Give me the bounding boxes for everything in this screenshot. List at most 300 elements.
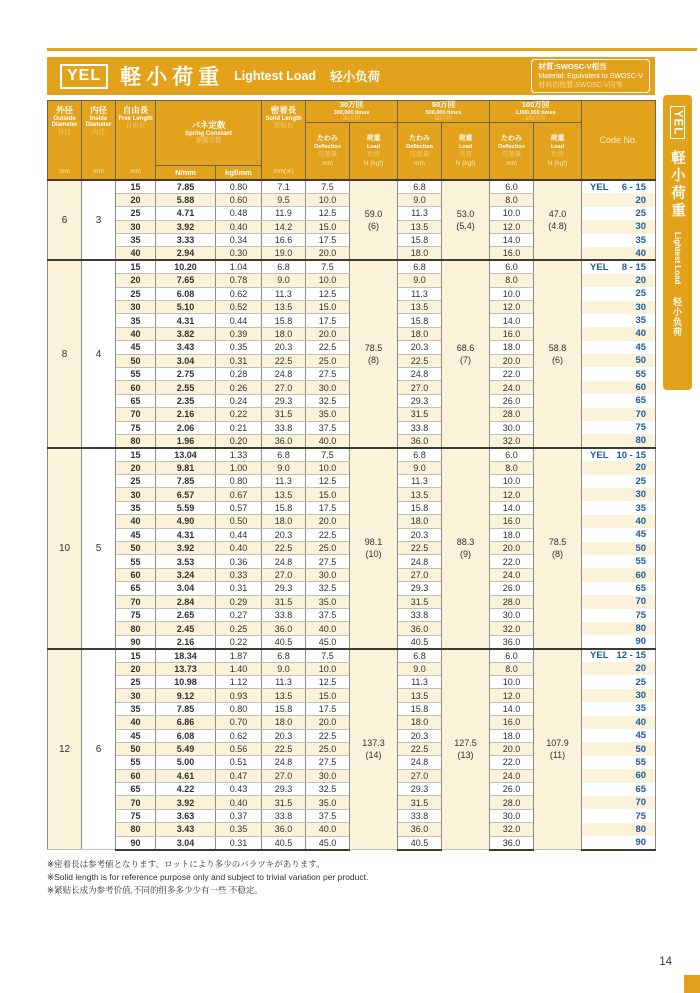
spring-constant-kgf-cell: 0.60 bbox=[216, 193, 262, 206]
material-info-box bbox=[531, 59, 650, 93]
spring-constant-n-cell: 1.96 bbox=[156, 434, 216, 447]
code-cell: 30 bbox=[582, 488, 656, 501]
free-length-cell: 15 bbox=[116, 180, 156, 193]
spring-constant-kgf-cell: 0.35 bbox=[216, 823, 262, 836]
deflection-500k-cell: 15.8 bbox=[398, 702, 442, 715]
code-cell: 35 bbox=[582, 234, 656, 247]
code-cell: 55 bbox=[582, 367, 656, 380]
code-cell: 35 bbox=[582, 501, 656, 514]
load-500k-cell: 88.3 (9) bbox=[442, 448, 490, 649]
spring-constant-kgf-cell: 0.52 bbox=[216, 301, 262, 314]
deflection-1m-cell: 36.0 bbox=[490, 635, 534, 648]
deflection-500k-cell: 24.8 bbox=[398, 756, 442, 769]
col-header-code-no: Code No. bbox=[582, 101, 656, 181]
free-length-cell: 35 bbox=[116, 702, 156, 715]
code-cell: 45 bbox=[582, 528, 656, 541]
code-cell: 60 bbox=[582, 381, 656, 394]
deflection-300k-cell: 15.0 bbox=[306, 301, 350, 314]
deflection-300k-cell: 35.0 bbox=[306, 595, 350, 608]
deflection-300k-cell: 45.0 bbox=[306, 635, 350, 648]
spring-constant-n-cell: 7.85 bbox=[156, 702, 216, 715]
free-length-cell: 20 bbox=[116, 274, 156, 287]
spring-constant-n-cell: 3.24 bbox=[156, 568, 216, 581]
page-number: 14 bbox=[659, 956, 672, 968]
deflection-300k-cell: 35.0 bbox=[306, 796, 350, 809]
deflection-300k-cell: 30.0 bbox=[306, 568, 350, 581]
spring-constant-kgf-cell: 0.29 bbox=[216, 595, 262, 608]
spring-constant-n-cell: 6.57 bbox=[156, 488, 216, 501]
code-cell: 65 bbox=[582, 582, 656, 595]
solid-length-cell: 33.8 bbox=[262, 809, 306, 822]
solid-length-cell: 19.0 bbox=[262, 247, 306, 260]
side-tab-badge: YEL bbox=[670, 106, 685, 139]
solid-length-cell: 18.0 bbox=[262, 716, 306, 729]
spring-constant-n-cell: 18.34 bbox=[156, 649, 216, 662]
deflection-1m-cell: 32.0 bbox=[490, 434, 534, 447]
deflection-500k-cell: 15.8 bbox=[398, 501, 442, 514]
code-cell: 65 bbox=[582, 394, 656, 407]
solid-length-cell: 11.9 bbox=[262, 207, 306, 220]
deflection-300k-cell: 37.5 bbox=[306, 421, 350, 434]
spring-constant-n-cell: 2.16 bbox=[156, 635, 216, 648]
code-cell: 90 bbox=[582, 635, 656, 648]
col-header-cycles-1: 50万回 500,000 times 50万回 bbox=[398, 101, 490, 123]
deflection-1m-cell: 18.0 bbox=[490, 528, 534, 541]
deflection-1m-cell: 10.0 bbox=[490, 675, 534, 688]
solid-length-cell: 9.5 bbox=[262, 193, 306, 206]
deflection-1m-cell: 20.0 bbox=[490, 542, 534, 555]
deflection-1m-cell: 12.0 bbox=[490, 488, 534, 501]
solid-length-cell: 6.8 bbox=[262, 448, 306, 461]
table-row bbox=[48, 260, 656, 273]
code-cell: 40 bbox=[582, 716, 656, 729]
solid-length-cell: 24.8 bbox=[262, 555, 306, 568]
deflection-500k-cell: 20.3 bbox=[398, 528, 442, 541]
deflection-300k-cell: 25.0 bbox=[306, 542, 350, 555]
free-length-cell: 25 bbox=[116, 287, 156, 300]
spring-constant-n-cell: 9.12 bbox=[156, 689, 216, 702]
free-length-cell: 30 bbox=[116, 488, 156, 501]
deflection-300k-cell: 37.5 bbox=[306, 609, 350, 622]
spring-constant-n-cell: 3.63 bbox=[156, 809, 216, 822]
free-length-cell: 15 bbox=[116, 260, 156, 273]
table-row bbox=[48, 180, 656, 193]
od-cell: 8 bbox=[48, 260, 82, 447]
spring-constant-kgf-cell: 0.44 bbox=[216, 528, 262, 541]
spring-constant-kgf-cell: 0.57 bbox=[216, 501, 262, 514]
spring-constant-n-cell: 6.86 bbox=[156, 716, 216, 729]
code-cell: 40 bbox=[582, 327, 656, 340]
col-header-outside-diameter: 外径 Outside Diameter 外径 mm bbox=[48, 101, 82, 181]
deflection-300k-cell: 10.0 bbox=[306, 193, 350, 206]
free-length-cell: 90 bbox=[116, 635, 156, 648]
deflection-500k-cell: 6.8 bbox=[398, 180, 442, 193]
free-length-cell: 75 bbox=[116, 421, 156, 434]
title-band bbox=[47, 57, 655, 95]
free-length-cell: 75 bbox=[116, 609, 156, 622]
spring-constant-kgf-cell: 0.40 bbox=[216, 542, 262, 555]
deflection-300k-cell: 17.5 bbox=[306, 702, 350, 715]
solid-length-cell: 18.0 bbox=[262, 327, 306, 340]
id-cell: 4 bbox=[82, 260, 116, 447]
side-index-tab bbox=[663, 95, 692, 390]
solid-length-cell: 6.8 bbox=[262, 649, 306, 662]
spring-constant-kgf-cell: 0.20 bbox=[216, 434, 262, 447]
code-cell: 60 bbox=[582, 769, 656, 782]
deflection-300k-cell: 7.5 bbox=[306, 260, 350, 273]
solid-length-cell: 20.3 bbox=[262, 341, 306, 354]
deflection-300k-cell: 12.5 bbox=[306, 207, 350, 220]
free-length-cell: 40 bbox=[116, 247, 156, 260]
deflection-300k-cell: 40.0 bbox=[306, 434, 350, 447]
spring-constant-n-cell: 3.92 bbox=[156, 220, 216, 233]
spring-constant-kgf-cell: 0.62 bbox=[216, 287, 262, 300]
spring-constant-kgf-cell: 0.70 bbox=[216, 716, 262, 729]
free-length-cell: 80 bbox=[116, 434, 156, 447]
spring-constant-kgf-cell: 0.22 bbox=[216, 635, 262, 648]
deflection-300k-cell: 32.5 bbox=[306, 394, 350, 407]
free-length-cell: 20 bbox=[116, 193, 156, 206]
spring-constant-n-cell: 2.06 bbox=[156, 421, 216, 434]
code-cell: 80 bbox=[582, 622, 656, 635]
spring-constant-kgf-cell: 0.31 bbox=[216, 836, 262, 849]
deflection-300k-cell: 22.5 bbox=[306, 341, 350, 354]
deflection-500k-cell: 27.0 bbox=[398, 381, 442, 394]
deflection-1m-cell: 36.0 bbox=[490, 836, 534, 849]
spring-constant-n-cell: 2.45 bbox=[156, 622, 216, 635]
deflection-500k-cell: 33.8 bbox=[398, 809, 442, 822]
deflection-1m-cell: 18.0 bbox=[490, 729, 534, 742]
spring-constant-n-cell: 3.92 bbox=[156, 796, 216, 809]
spring-constant-n-cell: 2.84 bbox=[156, 595, 216, 608]
deflection-1m-cell: 16.0 bbox=[490, 247, 534, 260]
spring-constant-n-cell: 6.08 bbox=[156, 729, 216, 742]
solid-length-cell: 15.8 bbox=[262, 501, 306, 514]
free-length-cell: 45 bbox=[116, 341, 156, 354]
deflection-500k-cell: 20.3 bbox=[398, 729, 442, 742]
free-length-cell: 50 bbox=[116, 542, 156, 555]
deflection-300k-cell: 25.0 bbox=[306, 354, 350, 367]
page-title: 軽小荷重 bbox=[120, 66, 225, 89]
code-cell: 20 bbox=[582, 461, 656, 474]
spring-constant-kgf-cell: 0.62 bbox=[216, 729, 262, 742]
deflection-300k-cell: 27.5 bbox=[306, 555, 350, 568]
free-length-cell: 40 bbox=[116, 716, 156, 729]
free-length-cell: 25 bbox=[116, 675, 156, 688]
free-length-cell: 60 bbox=[116, 769, 156, 782]
deflection-300k-cell: 17.5 bbox=[306, 234, 350, 247]
deflection-300k-cell: 40.0 bbox=[306, 823, 350, 836]
solid-length-cell: 20.3 bbox=[262, 729, 306, 742]
deflection-1m-cell: 24.0 bbox=[490, 769, 534, 782]
solid-length-cell: 15.8 bbox=[262, 314, 306, 327]
deflection-1m-cell: 26.0 bbox=[490, 394, 534, 407]
deflection-300k-cell: 20.0 bbox=[306, 327, 350, 340]
spring-constant-kgf-cell: 0.37 bbox=[216, 809, 262, 822]
spring-constant-kgf-cell: 1.04 bbox=[216, 260, 262, 273]
deflection-500k-cell: 29.3 bbox=[398, 783, 442, 796]
deflection-1m-cell: 16.0 bbox=[490, 515, 534, 528]
free-length-cell: 70 bbox=[116, 796, 156, 809]
spring-constant-n-cell: 7.85 bbox=[156, 180, 216, 193]
od-cell: 6 bbox=[48, 180, 82, 260]
load-1m-cell: 78.5 (8) bbox=[534, 448, 582, 649]
deflection-1m-cell: 6.0 bbox=[490, 260, 534, 273]
solid-length-cell: 18.0 bbox=[262, 515, 306, 528]
spring-constant-n-cell: 3.92 bbox=[156, 542, 216, 555]
solid-length-cell: 11.3 bbox=[262, 287, 306, 300]
spring-constant-n-cell: 7.85 bbox=[156, 475, 216, 488]
solid-length-cell: 36.0 bbox=[262, 823, 306, 836]
free-length-cell: 15 bbox=[116, 649, 156, 662]
load-500k-cell: 53.0 (5.4) bbox=[442, 180, 490, 260]
deflection-1m-cell: 28.0 bbox=[490, 595, 534, 608]
solid-length-cell: 7.1 bbox=[262, 180, 306, 193]
material-line-jp: 材質:SWOSC-V相当 bbox=[538, 62, 607, 72]
spring-constant-kgf-cell: 0.26 bbox=[216, 381, 262, 394]
spring-constant-n-cell: 13.73 bbox=[156, 662, 216, 675]
deflection-500k-cell: 33.8 bbox=[398, 421, 442, 434]
deflection-300k-cell: 12.5 bbox=[306, 287, 350, 300]
spring-constant-kgf-cell: 0.21 bbox=[216, 421, 262, 434]
spring-constant-n-cell: 2.16 bbox=[156, 408, 216, 421]
solid-length-cell: 40.5 bbox=[262, 836, 306, 849]
deflection-300k-cell: 12.5 bbox=[306, 675, 350, 688]
code-cell: 25 bbox=[582, 475, 656, 488]
spring-constant-kgf-cell: 0.47 bbox=[216, 769, 262, 782]
deflection-500k-cell: 6.8 bbox=[398, 649, 442, 662]
spring-constant-kgf-cell: 0.44 bbox=[216, 314, 262, 327]
deflection-300k-cell: 20.0 bbox=[306, 515, 350, 528]
material-line-en: Material: Equivalent to SWOSC-V bbox=[538, 72, 643, 80]
deflection-1m-cell: 8.0 bbox=[490, 193, 534, 206]
deflection-500k-cell: 29.3 bbox=[398, 582, 442, 595]
deflection-1m-cell: 24.0 bbox=[490, 568, 534, 581]
spring-constant-n-cell: 3.43 bbox=[156, 341, 216, 354]
deflection-1m-cell: 20.0 bbox=[490, 354, 534, 367]
deflection-1m-cell: 16.0 bbox=[490, 716, 534, 729]
deflection-500k-cell: 15.8 bbox=[398, 234, 442, 247]
deflection-1m-cell: 30.0 bbox=[490, 421, 534, 434]
deflection-300k-cell: 17.5 bbox=[306, 314, 350, 327]
deflection-500k-cell: 40.5 bbox=[398, 635, 442, 648]
spring-constant-n-cell: 10.20 bbox=[156, 260, 216, 273]
spring-constant-n-cell: 3.53 bbox=[156, 555, 216, 568]
deflection-300k-cell: 15.0 bbox=[306, 220, 350, 233]
solid-length-cell: 6.8 bbox=[262, 260, 306, 273]
deflection-500k-cell: 36.0 bbox=[398, 434, 442, 447]
solid-length-cell: 29.3 bbox=[262, 783, 306, 796]
deflection-500k-cell: 31.5 bbox=[398, 796, 442, 809]
deflection-500k-cell: 15.8 bbox=[398, 314, 442, 327]
deflection-500k-cell: 33.8 bbox=[398, 609, 442, 622]
deflection-500k-cell: 13.5 bbox=[398, 488, 442, 501]
deflection-1m-cell: 26.0 bbox=[490, 582, 534, 595]
spring-constant-n-cell: 3.04 bbox=[156, 836, 216, 849]
code-cell: 45 bbox=[582, 729, 656, 742]
deflection-500k-cell: 11.3 bbox=[398, 207, 442, 220]
spring-constant-kgf-cell: 0.40 bbox=[216, 796, 262, 809]
solid-length-cell: 9.0 bbox=[262, 461, 306, 474]
col-header-deflection-0: たわみ Deflection 压缩量 mm bbox=[306, 122, 350, 180]
page-title-cn: 轻小负荷 bbox=[330, 70, 381, 84]
side-tab-title-jp: 軽小荷重 bbox=[669, 150, 685, 221]
load-500k-cell: 68.6 (7) bbox=[442, 260, 490, 447]
deflection-300k-cell: 27.5 bbox=[306, 367, 350, 380]
spring-constant-n-cell: 7.65 bbox=[156, 274, 216, 287]
free-length-cell: 35 bbox=[116, 314, 156, 327]
deflection-1m-cell: 28.0 bbox=[490, 796, 534, 809]
table-row bbox=[48, 649, 656, 662]
free-length-cell: 60 bbox=[116, 381, 156, 394]
code-cell: 90 bbox=[582, 836, 656, 849]
table-body bbox=[48, 180, 656, 850]
deflection-500k-cell: 18.0 bbox=[398, 247, 442, 260]
spring-constant-kgf-cell: 0.31 bbox=[216, 354, 262, 367]
deflection-500k-cell: 6.8 bbox=[398, 448, 442, 461]
free-length-cell: 30 bbox=[116, 220, 156, 233]
deflection-1m-cell: 12.0 bbox=[490, 301, 534, 314]
spring-constant-kgf-cell: 0.28 bbox=[216, 367, 262, 380]
deflection-500k-cell: 36.0 bbox=[398, 622, 442, 635]
deflection-1m-cell: 22.0 bbox=[490, 756, 534, 769]
deflection-500k-cell: 27.0 bbox=[398, 769, 442, 782]
spring-constant-kgf-cell: 0.50 bbox=[216, 515, 262, 528]
deflection-1m-cell: 14.0 bbox=[490, 234, 534, 247]
deflection-300k-cell: 17.5 bbox=[306, 501, 350, 514]
solid-length-cell: 33.8 bbox=[262, 609, 306, 622]
code-cell: 30 bbox=[582, 301, 656, 314]
col-header-load-1: 荷重 Load 负荷 N (kgf) bbox=[442, 122, 490, 180]
spring-constant-kgf-cell: 0.80 bbox=[216, 180, 262, 193]
solid-length-cell: 22.5 bbox=[262, 354, 306, 367]
free-length-cell: 65 bbox=[116, 394, 156, 407]
code-cell: 20 bbox=[582, 274, 656, 287]
solid-length-cell: 11.3 bbox=[262, 475, 306, 488]
footnote-en: ※Solid length is for reference purpose only and subject to trivial variation per product. bbox=[47, 872, 369, 883]
table-row bbox=[48, 448, 656, 461]
free-length-cell: 40 bbox=[116, 515, 156, 528]
deflection-500k-cell: 18.0 bbox=[398, 716, 442, 729]
spring-spec-table-wrap bbox=[47, 100, 655, 851]
footnote-jp: ※密着長は参考値となります。ロットにより多少のバラツキがあります。 bbox=[47, 859, 325, 869]
solid-length-cell: 27.0 bbox=[262, 381, 306, 394]
code-cell: YEL 10 - 15 bbox=[582, 448, 656, 461]
free-length-cell: 15 bbox=[116, 448, 156, 461]
spring-constant-n-cell: 9.81 bbox=[156, 461, 216, 474]
solid-length-cell: 27.0 bbox=[262, 769, 306, 782]
free-length-cell: 70 bbox=[116, 408, 156, 421]
load-1m-cell: 47.0 (4.8) bbox=[534, 180, 582, 260]
top-accent-rule bbox=[47, 48, 697, 51]
load-300k-cell: 98.1 (10) bbox=[350, 448, 398, 649]
code-cell: 60 bbox=[582, 568, 656, 581]
deflection-500k-cell: 29.3 bbox=[398, 394, 442, 407]
deflection-300k-cell: 10.0 bbox=[306, 461, 350, 474]
deflection-500k-cell: 9.0 bbox=[398, 274, 442, 287]
deflection-300k-cell: 22.5 bbox=[306, 528, 350, 541]
deflection-500k-cell: 18.0 bbox=[398, 327, 442, 340]
deflection-500k-cell: 22.5 bbox=[398, 542, 442, 555]
spring-constant-kgf-cell: 0.67 bbox=[216, 488, 262, 501]
solid-length-cell: 13.5 bbox=[262, 488, 306, 501]
solid-length-cell: 13.5 bbox=[262, 689, 306, 702]
spring-constant-kgf-cell: 0.33 bbox=[216, 568, 262, 581]
solid-length-cell: 22.5 bbox=[262, 742, 306, 755]
deflection-300k-cell: 15.0 bbox=[306, 488, 350, 501]
deflection-300k-cell: 40.0 bbox=[306, 622, 350, 635]
solid-length-cell: 29.3 bbox=[262, 582, 306, 595]
code-cell: 70 bbox=[582, 408, 656, 421]
code-cell: 45 bbox=[582, 341, 656, 354]
deflection-300k-cell: 30.0 bbox=[306, 381, 350, 394]
spring-constant-kgf-cell: 0.40 bbox=[216, 220, 262, 233]
spring-constant-n-cell: 2.35 bbox=[156, 394, 216, 407]
table-header bbox=[48, 101, 656, 181]
solid-length-cell: 16.6 bbox=[262, 234, 306, 247]
spring-constant-n-cell: 5.59 bbox=[156, 501, 216, 514]
spring-constant-n-cell: 4.31 bbox=[156, 314, 216, 327]
code-cell: 70 bbox=[582, 595, 656, 608]
free-length-cell: 45 bbox=[116, 729, 156, 742]
spring-constant-n-cell: 5.00 bbox=[156, 756, 216, 769]
deflection-500k-cell: 11.3 bbox=[398, 675, 442, 688]
load-500k-cell: 127.5 (13) bbox=[442, 649, 490, 850]
spring-constant-n-cell: 4.22 bbox=[156, 783, 216, 796]
spring-constant-kgf-cell: 0.36 bbox=[216, 555, 262, 568]
spring-spec-table bbox=[47, 100, 656, 851]
deflection-500k-cell: 36.0 bbox=[398, 823, 442, 836]
load-1m-cell: 107.9 (11) bbox=[534, 649, 582, 850]
solid-length-cell: 14.2 bbox=[262, 220, 306, 233]
deflection-500k-cell: 11.3 bbox=[398, 287, 442, 300]
load-300k-cell: 59.0 (6) bbox=[350, 180, 398, 260]
free-length-cell: 25 bbox=[116, 475, 156, 488]
deflection-1m-cell: 20.0 bbox=[490, 742, 534, 755]
side-tab-title-en: Lightest Load bbox=[673, 232, 682, 285]
code-cell: 40 bbox=[582, 247, 656, 260]
deflection-500k-cell: 6.8 bbox=[398, 260, 442, 273]
spring-constant-kgf-cell: 0.27 bbox=[216, 609, 262, 622]
spring-constant-n-cell: 13.04 bbox=[156, 448, 216, 461]
deflection-1m-cell: 30.0 bbox=[490, 609, 534, 622]
col-header-cycles-0: 30万回 300,000 times 30万回 bbox=[306, 101, 398, 123]
deflection-1m-cell: 32.0 bbox=[490, 622, 534, 635]
deflection-300k-cell: 32.5 bbox=[306, 582, 350, 595]
deflection-1m-cell: 6.0 bbox=[490, 649, 534, 662]
od-cell: 10 bbox=[48, 448, 82, 649]
deflection-1m-cell: 26.0 bbox=[490, 783, 534, 796]
code-cell: 65 bbox=[582, 783, 656, 796]
spring-constant-kgf-cell: 0.31 bbox=[216, 582, 262, 595]
material-line-cn: 材料的性質:SWOSC-V同等 bbox=[538, 81, 623, 89]
deflection-1m-cell: 32.0 bbox=[490, 823, 534, 836]
spring-constant-n-cell: 4.61 bbox=[156, 769, 216, 782]
spring-constant-kgf-cell: 1.33 bbox=[216, 448, 262, 461]
deflection-500k-cell: 13.5 bbox=[398, 689, 442, 702]
deflection-500k-cell: 9.0 bbox=[398, 193, 442, 206]
spring-constant-n-cell: 3.43 bbox=[156, 823, 216, 836]
deflection-500k-cell: 9.0 bbox=[398, 662, 442, 675]
spring-constant-n-cell: 3.33 bbox=[156, 234, 216, 247]
deflection-500k-cell: 40.5 bbox=[398, 836, 442, 849]
spring-constant-kgf-cell: 0.78 bbox=[216, 274, 262, 287]
deflection-1m-cell: 10.0 bbox=[490, 207, 534, 220]
deflection-1m-cell: 14.0 bbox=[490, 702, 534, 715]
free-length-cell: 55 bbox=[116, 555, 156, 568]
free-length-cell: 80 bbox=[116, 622, 156, 635]
load-1m-cell: 58.8 (6) bbox=[534, 260, 582, 447]
